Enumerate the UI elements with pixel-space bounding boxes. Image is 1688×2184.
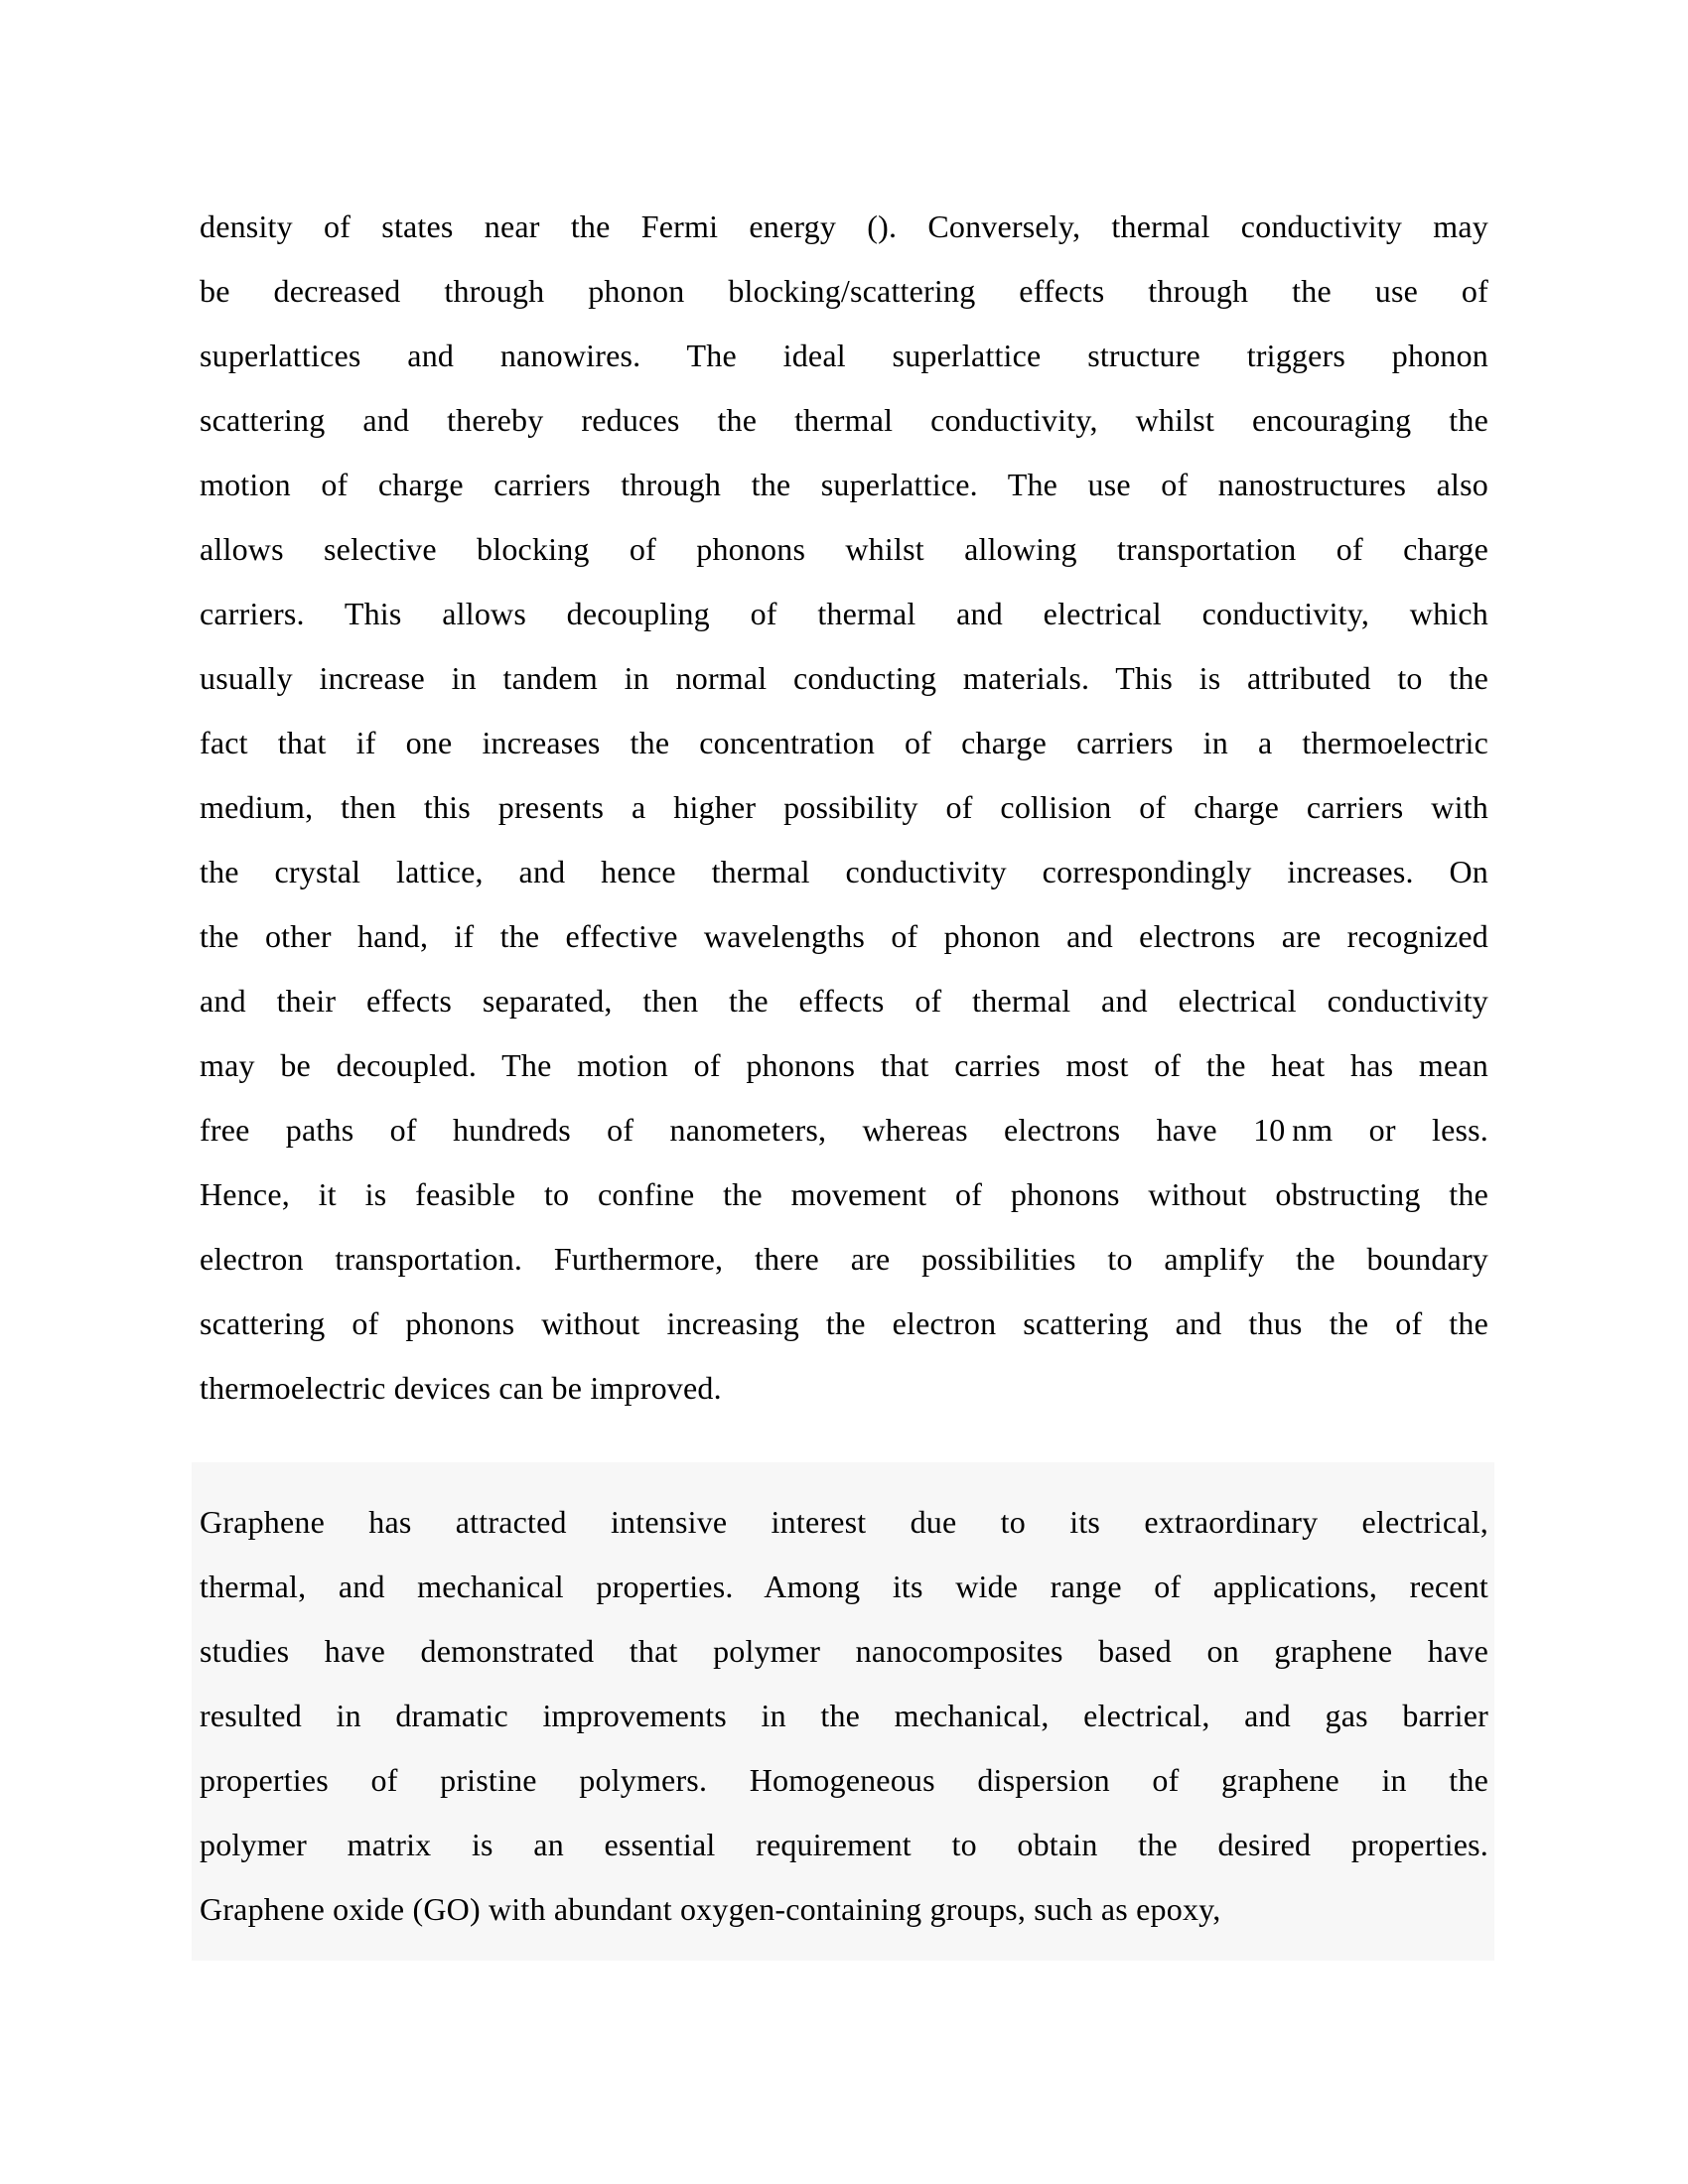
text-line: thermoelectric devices can be improved. <box>200 1370 722 1406</box>
text-line: the other hand, if the effective wavelengths of phonon and electrons are recognized <box>200 918 1488 954</box>
text-line: Graphene oxide (GO) with abundant oxygen-containing groups, such as epoxy, <box>200 1891 1221 1927</box>
text-line: usually increase in tandem in normal conducting materials. This is attributed to the <box>200 660 1488 696</box>
text-line: allows selective blocking of phonons whilst allowing transportation of charge <box>200 531 1488 567</box>
text-line: be decreased through phonon blocking/scattering effects through the use of <box>200 273 1488 309</box>
text-line: free paths of hundreds of nanometers, whereas electrons have 10 nm or less. <box>200 1112 1488 1148</box>
text-line: carriers. This allows decoupling of thermal and electrical conductivity, which <box>200 596 1488 631</box>
text-line: fact that if one increases the concentration of charge carriers in a thermoelectric <box>200 725 1488 760</box>
text-line: resulted in dramatic improvements in the mechanical, electrical, and gas barrier <box>200 1698 1488 1733</box>
text-line: scattering and thereby reduces the thermal conductivity, whilst encouraging the <box>200 402 1488 438</box>
document-body <box>200 195 1488 1961</box>
text-line: electron transportation. Furthermore, there are possibilities to amplify the boundary <box>200 1241 1488 1277</box>
paragraph-graphene-highlighted <box>192 1462 1494 1961</box>
text-line: the crystal lattice, and hence thermal conductivity correspondingly increases. On <box>200 854 1488 889</box>
text-line: and their effects separated, then the effects of thermal and electrical conductivity <box>200 983 1488 1019</box>
text-line: polymer matrix is an essential requirement to obtain the desired properties. <box>200 1827 1488 1862</box>
text-line: medium, then this presents a higher possibility of collision of charge carriers with <box>200 789 1488 825</box>
text-line: studies have demonstrated that polymer nanocomposites based on graphene have <box>200 1633 1488 1669</box>
text-line: thermal, and mechanical properties. Among its wide range of applications, recent <box>200 1569 1488 1604</box>
text-line: density of states near the Fermi energy (). Conversely, thermal conductivity may <box>200 208 1488 244</box>
text-line: Graphene has attracted intensive interest due to its extraordinary electrical, <box>200 1504 1488 1540</box>
text-line: motion of charge carriers through the superlattice. The use of nanostructures also <box>200 467 1488 502</box>
text-line: scattering of phonons without increasing the electron scattering and thus the of the <box>200 1305 1488 1341</box>
text-line: may be decoupled. The motion of phonons that carries most of the heat has mean <box>200 1047 1488 1083</box>
text-line: properties of pristine polymers. Homogeneous dispersion of graphene in the <box>200 1762 1488 1798</box>
paragraph-thermoelectric <box>200 195 1488 1421</box>
text-line: superlattices and nanowires. The ideal superlattice structure triggers phonon <box>200 338 1488 373</box>
text-line: Hence, it is feasible to confine the movement of phonons without obstructing the <box>200 1176 1488 1212</box>
